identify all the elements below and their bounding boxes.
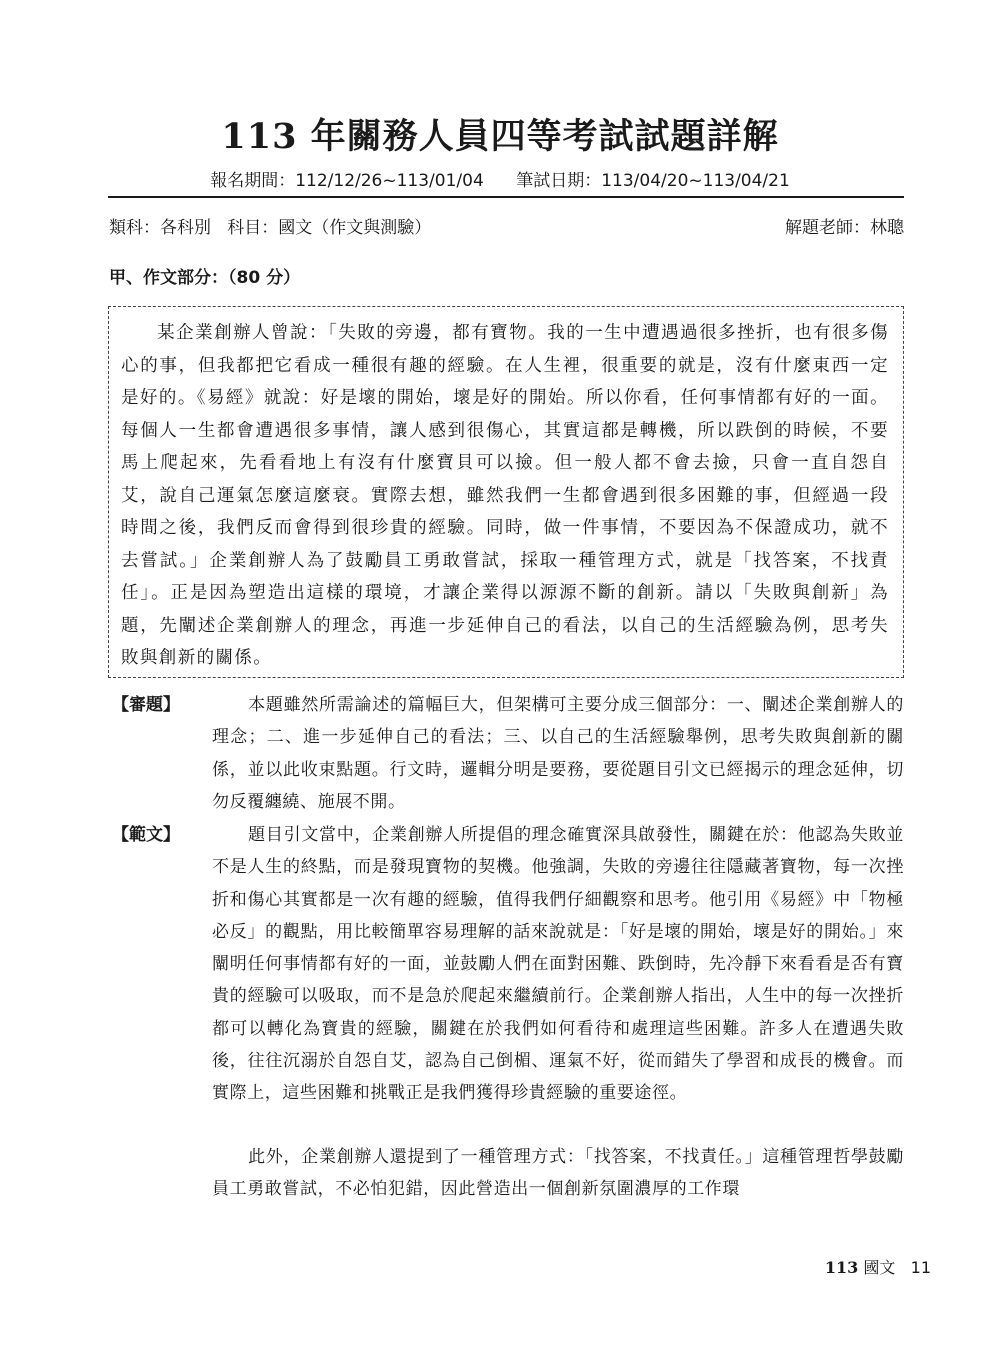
page-footer [825, 1256, 931, 1280]
registration-period: 報名期間：112/12/26~113/01/04 [210, 171, 484, 191]
essay-prompt-box [108, 306, 904, 678]
exam-dates-line [0, 168, 1000, 194]
model-essay-text-2: 此外，企業創辦人還提到了一種管理方式：「找答案，不找責任。」這種管理哲學鼓勵員工勇敢嘗試，不必怕犯錯，因此營造出一個創新氛圍濃厚的工作環 [212, 1147, 904, 1200]
teacher-label: 解題老師：林聰 [785, 218, 904, 238]
footer-subject: 國文 [863, 1258, 896, 1277]
essay-prompt-text: 某企業創辦人曾說：「失敗的旁邊，都有寶物。我的一生中遭遇過很多挫折，也有很多傷心的事，但我都把它看成一種很有趣的經驗。在人生裡，很重要的就是，沒有什麼東西一定是好的。《易經》就說：好是壞的開始，壞是好的開始。所以你看，任何事情都有好的一面。每個人一生都會遭遇很多事情，讓人感到很傷心，其實這都是轉機，所以跌倒的時候，不要馬上爬起來，先看看地上有沒有什麼寶貝可以撿。但一般人都不會去撿，只會一直自怨自艾，說自己運氣怎麼這麼衰。實際去想，雖然我們一生都會遇到很多困難的事，但經過一段時間之後，我們反而會得到很珍貴的經驗。同時，做一件事情，不要因為不保證成功，就不去嘗試。」企業創辦人為了鼓勵員工勇敢嘗試，採取一種管理方式，就是「找答案，不找責任」。正是因為塑造出這樣的環境，才讓企業得以源源不斷的創新。請以「失敗與創新」為題，先闡述企業創辦人的理念，再進一步延伸自己的看法，以自己的生活經驗為例，思考失敗與創新的關係。 [121, 323, 889, 668]
model-essay-tag: 【範文】 [112, 825, 180, 845]
model-essay-text-1: 題目引文當中，企業創辦人所提倡的理念確實深具啟發性，關鍵在於：他認為失敗並不是人生的終點，而是發現寶物的契機。他強調，失敗的旁邊往往隱藏著寶物，每一次挫折和傷心其實都是一次有趣的經驗，值得我們仔細觀察和思考。他引用《易經》中「物極必反」的觀點，用比較簡單容易理解的話來說就是：「好是壞的開始，壞是好的開始。」來闡明任何事情都有好的一面，並鼓勵人們在面對困難、跌倒時，先冷靜下來看看是否有寶貴的經驗可以吸取，而不是急於爬起來繼續前行。企業創辦人指出，人生中的每一次挫折都可以轉化為寶貴的經驗，關鍵在於我們如何看待和處理這些困難。許多人在遭遇失敗後，往往沉溺於自怨自艾，認為自己倒楣、運氣不好，從而錯失了學習和成長的機會。而實際上，這些困難和挑戰正是我們獲得珍貴經驗的重要途徑。 [212, 825, 904, 1104]
model-essay-paragraph-2 [212, 1141, 904, 1206]
analysis-paragraph [212, 689, 904, 818]
analysis-tag: 【審題】 [112, 695, 180, 715]
written-exam-dates: 筆試日期：113/04/20~113/04/21 [516, 171, 790, 191]
subject-label: 科目：國文（作文與測驗） [227, 218, 432, 238]
header-divider [108, 196, 904, 198]
model-essay-paragraph-1 [212, 819, 904, 1110]
exam-meta [109, 215, 431, 241]
analysis-text: 本題雖然所需論述的篇幅巨大，但架構可主要分成三個部分：一、闡述企業創辦人的理念；二、進一步延伸自己的看法；三、以自己的生活經驗舉例，思考失敗與創新的關係，並以此收束點題。行文時，邏輯分明是要務，要從題目引文已經揭示的理念延伸，切勿反覆纏繞、施展不開。 [212, 695, 904, 812]
footer-year: 113 [824, 1258, 859, 1277]
section-heading: 甲、作文部分：（80 分） [109, 268, 301, 288]
page-number: 11 [910, 1258, 931, 1277]
category-label: 類科：各科別 [109, 218, 211, 238]
page-title: 113 年關務人員四等考試試題詳解 [221, 116, 779, 157]
